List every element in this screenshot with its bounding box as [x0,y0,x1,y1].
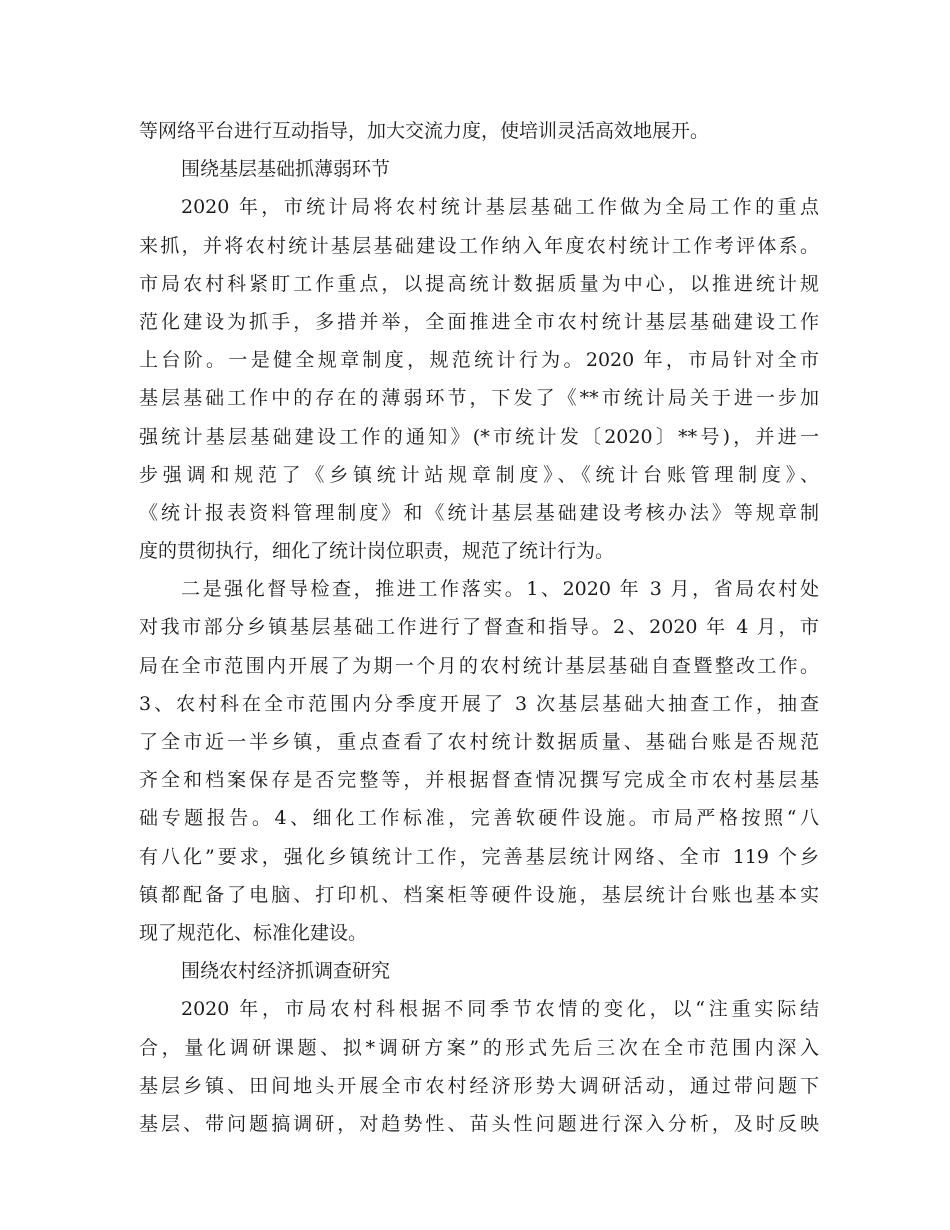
paragraph-line: 范化建设为抓手，多措并举，全面推进全市农村统计基层基础建设工作 [139,310,819,333]
paragraph-line: 2020 年，市统计局将农村统计基层基础工作做为全局工作的重点 [181,196,819,219]
paragraph-line: 镇都配备了电脑、打印机、档案柜等硬件设施，基层统计台账也基本实 [139,883,819,906]
paragraph-line: 合，量化调研课题、拟*调研方案”的形式先后三次在全市范围内深入 [139,1036,819,1059]
section-heading: 围绕农村经济抓调查研究 [181,960,391,983]
paragraph-line: 步强调和规范了《乡镇统计站规章制度》、《统计台账管理制度》、 [139,463,819,486]
paragraph-line: 等网络平台进行互动指导，加大交流力度，使培训灵活高效地展开。 [139,120,710,142]
paragraph-line: 础专题报告。4、细化工作标准，完善软硬件设施。市局严格按照“八 [139,807,819,830]
paragraph-line: 基层乡镇、田间地头开展全市农村经济形势大调研活动，通过带问题下 [139,1074,819,1097]
paragraph-line: 来抓，并将农村统计基层基础建设工作纳入年度农村统计工作考评体系。 [139,234,819,257]
paragraph-line: 了全市近一半乡镇，重点查看了农村统计数据质量、基础台账是否规范 [139,731,819,753]
paragraph-line: 基层、带问题搞调研，对趋势性、苗头性问题进行深入分析，及时反映 [139,1112,819,1135]
paragraph-line: 局在全市范围内开展了为期一个月的农村统计基层基础自查暨整改工作。 [139,654,819,677]
paragraph-line: 现了规范化、标准化建设。 [139,921,368,944]
paragraph-line: 上台阶。一是健全规章制度，规范统计行为。2020 年，市局针对全市 [139,349,819,372]
section-heading: 围绕基层基础抓薄弱环节 [181,158,391,181]
paragraph-line: 市局农村科紧盯工作重点，以提高统计数据质量为中心，以推进统计规 [139,272,819,295]
paragraph-line: 有八化”要求，强化乡镇统计工作，完善基层统计网络、全市 119 个乡 [139,845,819,868]
document-page [139,112,819,1143]
paragraph-line: 基层基础工作中的存在的薄弱环节，下发了《**市统计局关于进一步加 [139,387,819,410]
paragraph-line: 二是强化督导检查，推进工作落实。1、2020 年 3 月，省局农村处 [181,578,819,601]
paragraph-line: 3、农村科在全市范围内分季度开展了 3 次基层基础大抽查工作，抽查 [139,692,819,715]
paragraph-line: 对我市部分乡镇基层基础工作进行了督查和指导。2、2020 年 4 月，市 [139,616,819,639]
paragraph-line: 度的贯彻执行，细化了统计岗位职责，规范了统计行为。 [139,540,615,563]
paragraph-line: 《统计报表资料管理制度》和《统计基层基础建设考核办法》等规章制 [139,501,819,524]
paragraph-line: 强统计基层基础建设工作的通知》(*市统计发〔2020〕**号)，并进一 [139,425,819,448]
paragraph-line: 2020 年，市局农村科根据不同季节农情的变化，以“注重实际结 [181,998,819,1021]
paragraph-line: 齐全和档案保存是否完整等，并根据督查情况撰写完成全市农村基层基 [139,769,819,792]
